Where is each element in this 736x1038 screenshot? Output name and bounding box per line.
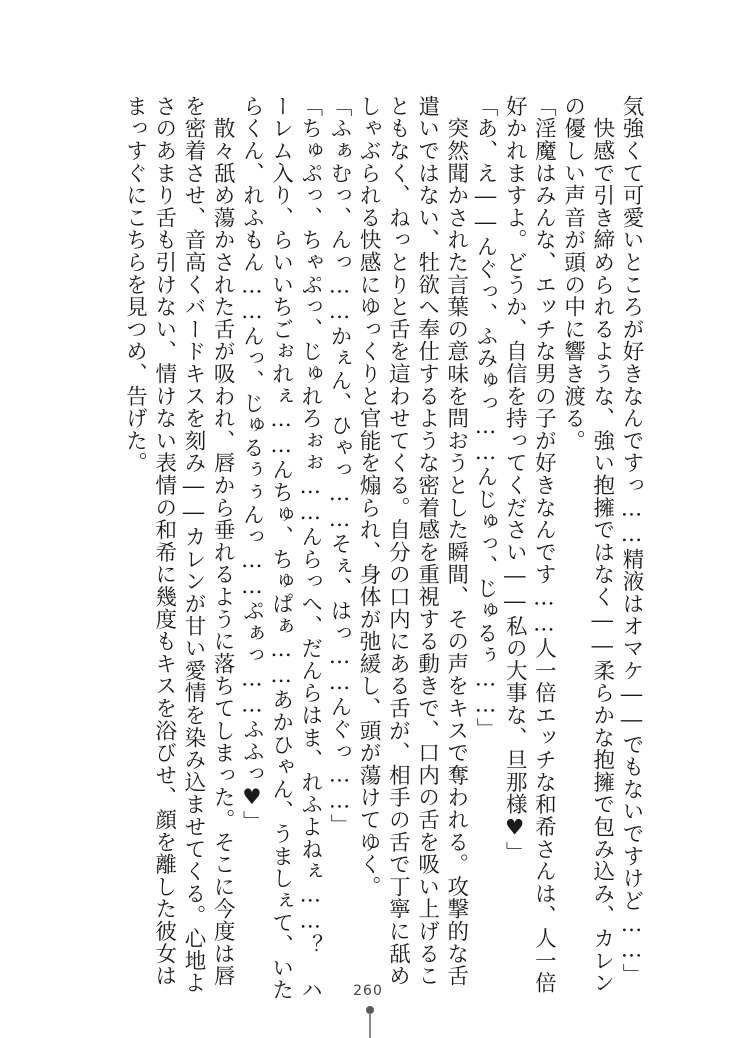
text-line: しゃぶられる快感にゆっくりと官能を煽られ、身体が弛緩し、頭が蕩けてゆく。: [356, 95, 382, 898]
text-line: 「あ、え――んぐっ、ふみゅっ……んじゅっ、じゅるぅ……」: [472, 95, 498, 741]
thread-stem: [369, 1013, 371, 1038]
page-number: 260: [353, 983, 383, 999]
text-line: 快感で引き締められるような、強い抱擁ではなく――柔らかな抱擁で包み込み、カレン: [589, 95, 615, 994]
text-line: まっすぐにこちらを見つめ、告げた。: [122, 95, 148, 475]
text-line: さのあまり舌も引けない、情けない表情の和希に幾度もキスを浴びせ、顔を離した彼女は: [151, 95, 177, 987]
text-line: 「淫魔はみんな、エッチな男の子が好きなんです……人一倍エッチな和希さんは、人一倍: [531, 95, 557, 994]
text-line: の優しい声音が頭の中に響き渡る。: [560, 95, 586, 452]
text-line: 「ちゅぷっ、ちゃぷっ、じゅれろぉぉ……んらっへ、だんらはま、れふよねぇ……？ ハ: [297, 95, 323, 1001]
text-line: 気強くて可愛いところが好きなんですっ……精液はオマケ――でもないですけど……」: [619, 95, 644, 986]
text-line: 好かれますよ。どうか、自信を持ってください――私の大事な、旦那様♥」: [502, 95, 528, 864]
text-line: 散々舐め蕩かされた舌が吸われ、唇から垂れるように落ちてしまった。そこに今度は唇: [210, 95, 236, 987]
text-line: ともなく、ねっとりと舌を這わせてくる。自分の口内にある舌が、相手の舌で丁寧に舐め: [385, 95, 411, 987]
text-line: らくん、れふもん……んっ、じゅるぅぅんっ……ぷぁっ……ふふっ♥」: [239, 95, 265, 834]
text-line: 遣いではない、牡欲へ奉仕するような密着感を重視する動きで、口内の舌を吸い上げるこ: [414, 95, 440, 987]
bookmark-thread-icon: [366, 1006, 374, 1038]
text-line: 「ふぁむっ、んっ……かぇん、ひゃっ……そぇ、はっ……んぐっ……」: [326, 95, 352, 837]
text-line: 突然聞かされた言葉の意味を問おうとした瞬間、その声をキスで奪われる。攻撃的な舌: [443, 95, 469, 987]
text-line: を密着させ、音高くバードキスを刻み――カレンが甘い愛情を染み込ませてくる。心地よ: [180, 95, 206, 994]
text-line: ーレム入り、らいいちごぉれぇ……んちゅ、ちゅぱぁ……あかひゃん、うましぇて、いた: [268, 95, 294, 1001]
